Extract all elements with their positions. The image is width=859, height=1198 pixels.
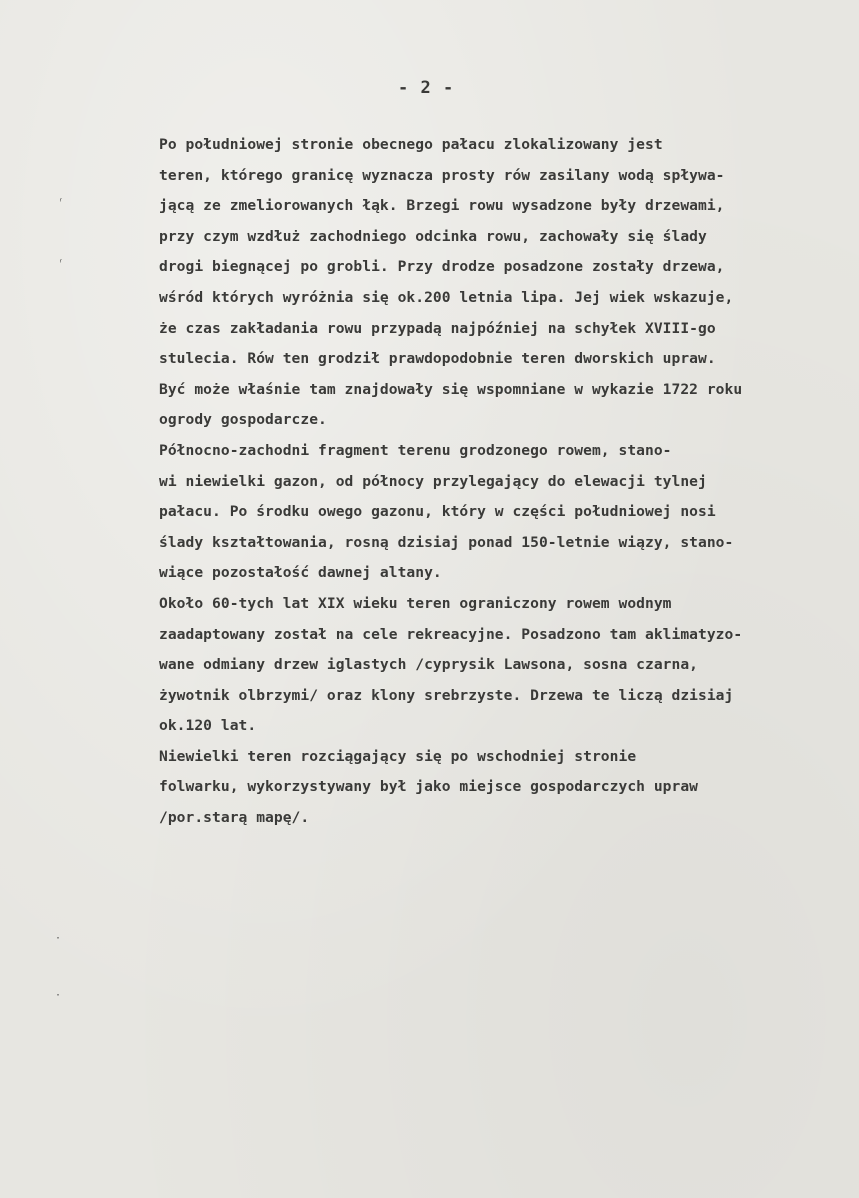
text-line: folwarku, wykorzystywany był jako miejsce gospodarczych upraw: [159, 778, 699, 796]
page-number: - 2 -: [398, 78, 455, 98]
paragraph-4: [159, 742, 849, 834]
margin-mark: ʳ: [58, 197, 65, 208]
text-line: że czas zakładania rowu przypadą najpóźniej na schyłek XVIII-go: [159, 319, 716, 337]
margin-mark: ʳ: [58, 258, 65, 269]
text-line: wane odmiany drzew iglastych /cyprysik Lawsona, sosna czarna,: [159, 656, 699, 674]
margin-mark: ·: [55, 990, 62, 1001]
text-line: ogrody gospodarcze.: [159, 411, 327, 429]
text-line: teren, którego granicę wyznacza prosty rów zasilany wodą spływa-: [159, 166, 725, 184]
text-line: Po południowej stronie obecnego pałacu zlokalizowany jest: [159, 136, 663, 153]
text-line: żywotnik olbrzymi/ oraz klony srebrzyste. Drzewa te liczą dzisiaj: [159, 686, 734, 704]
text-line: Być może właśnie tam znajdowały się wspomniane w wykazie 1722 roku: [159, 380, 743, 398]
text-line: stulecia. Rów ten grodził prawdopodobnie teren dworskich upraw.: [159, 350, 716, 368]
text-line: pałacu. Po środku owego gazonu, który w części południowej nosi: [159, 503, 716, 521]
text-line: Niewielki teren rozciągający się po wschodniej stronie: [159, 747, 637, 765]
document-body: [159, 130, 849, 834]
text-line: wiące pozostałość dawnej altany.: [159, 564, 442, 582]
paragraph-2: [159, 436, 849, 589]
text-line: jącą ze zmeliorowanych łąk. Brzegi rowu wysadzone były drzewami,: [159, 197, 725, 215]
text-line: ślady kształtowania, rosną dzisiaj ponad 150-letnie wiązy, stano-: [159, 533, 734, 551]
text-line: drogi biegnącej po grobli. Przy drodze posadzone zostały drzewa,: [159, 258, 725, 276]
margin-mark: ·: [55, 933, 62, 944]
text-line: /por.starą mapę/.: [159, 809, 310, 827]
paragraph-1: [159, 130, 849, 436]
text-line: ok.120 lat.: [159, 717, 257, 735]
text-line: wi niewielki gazon, od północy przylegający do elewacji tylnej: [159, 472, 707, 490]
text-line: wśród których wyróżnia się ok.200 letnia lipa. Jej wiek wskazuje,: [159, 288, 734, 306]
text-line: przy czym wzdłuż zachodniego odcinka rowu, zachowały się ślady: [159, 227, 707, 245]
text-line: Około 60-tych lat XIX wieku teren ograniczony rowem wodnym: [159, 594, 672, 612]
paragraph-3: [159, 589, 849, 742]
text-line: zaadaptowany został na cele rekreacyjne. Posadzono tam aklimatyzo-: [159, 625, 743, 643]
text-line: Północno-zachodni fragment terenu grodzonego rowem, stano-: [159, 441, 672, 459]
